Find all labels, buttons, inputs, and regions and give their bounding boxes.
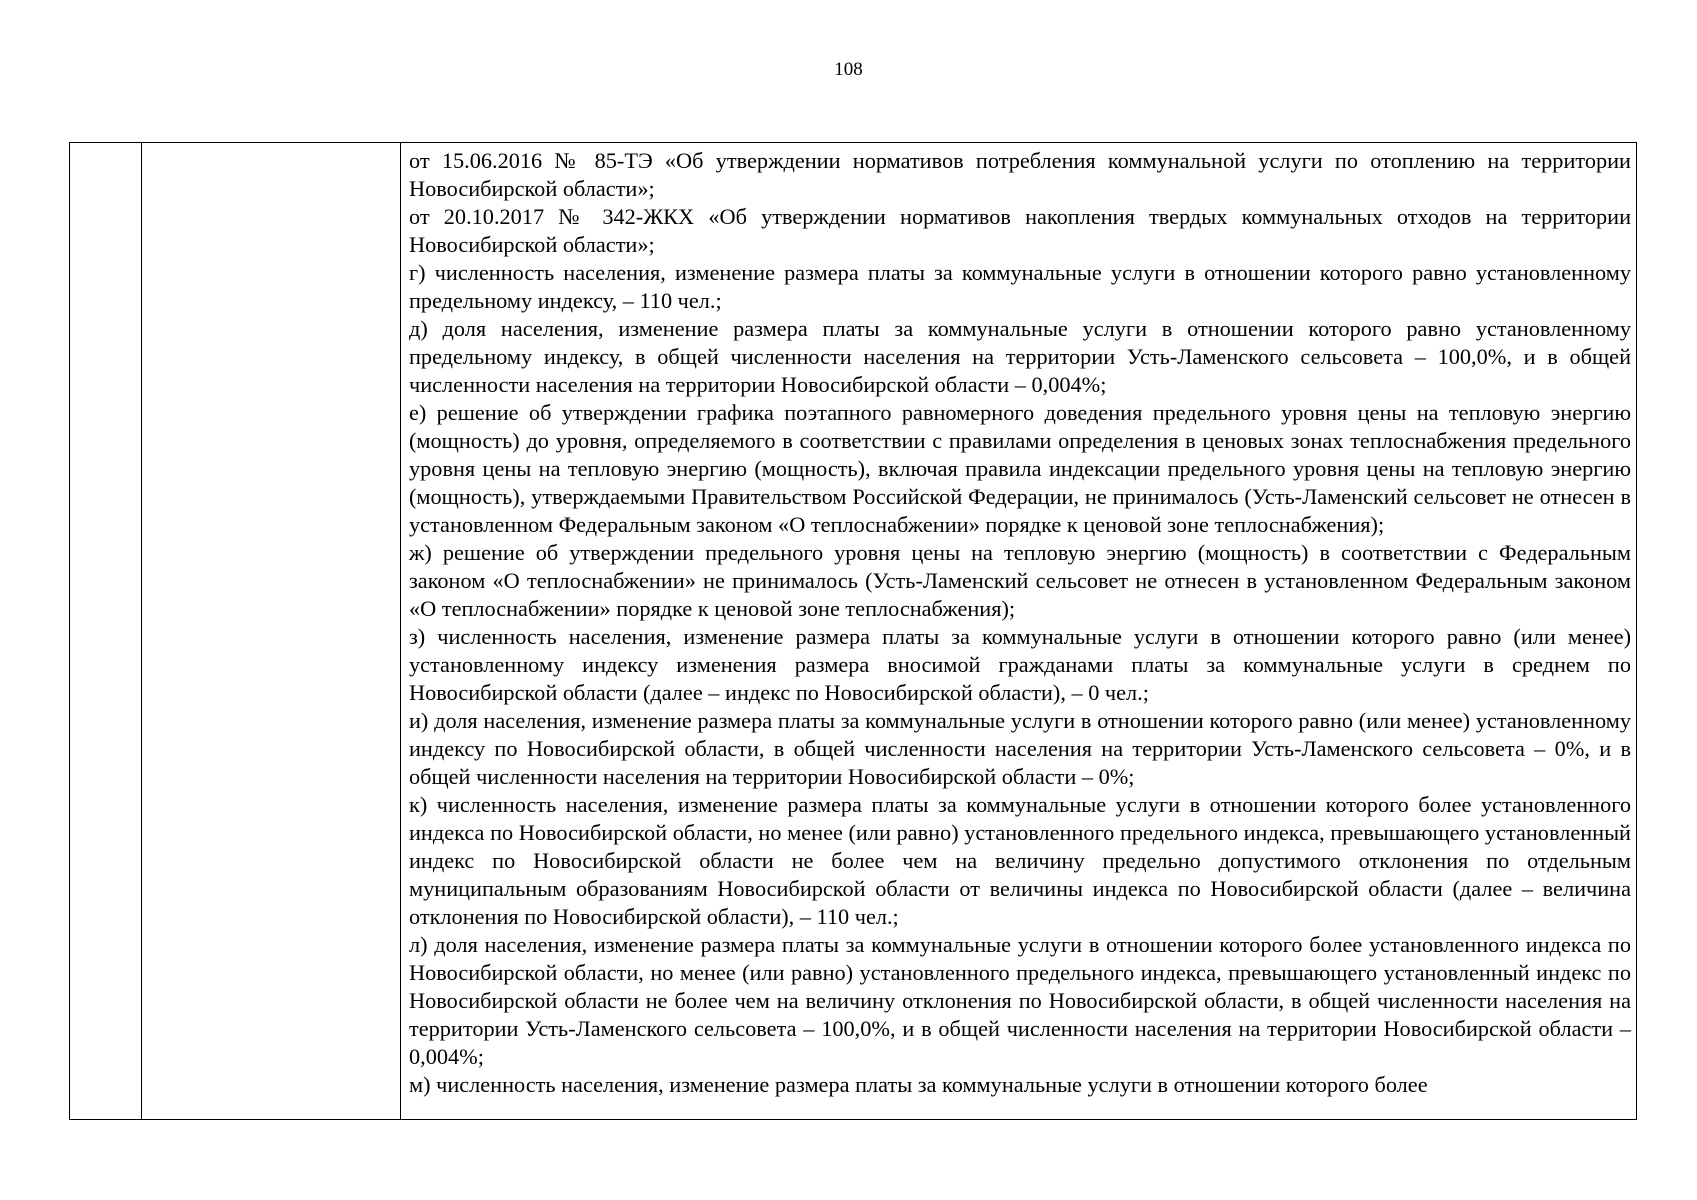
table-cell-text: [401, 143, 1637, 1120]
paragraph-m: м) численность населения, изменение размера платы за коммунальные услуги в отношении которого более: [409, 1072, 1428, 1097]
table-cell-name: [142, 143, 401, 1120]
paragraph-zh: ж) решение об утверждении предельного уровня цены на тепловую энергию (мощность) в соответствии с Федеральным законом «О теплоснабжении» не принималось (Усть-Ламенский сельсовет не отнесен в установленном Федеральным законом «О теплоснабжении» порядке к ценовой зоне теплоснабжения);: [409, 540, 1631, 621]
paragraph-e: е) решение об утверждении графика поэтапного равномерного доведения предельного уровня цены на тепловую энергию (мощность) до уровня, определяемого в соответствии с правилами определения в ценовых зонах теплоснабжения предельного уровня цены на тепловую энергию (мощность), включая правила индексации предельного уровня цены на тепловую энергию (мощность), утверждаемыми Правительством Российской Федерации, не принималось (Усть-Ламенский сельсовет не отнесен в установленном Федеральным законом «О теплоснабжении» порядке к ценовой зоне теплоснабжения);: [409, 400, 1631, 537]
paragraph-l: л) доля населения, изменение размера платы за коммунальные услуги в отношении которого более установленного индекса по Новосибирской области, но менее (или равно) установленного предельного индекса, превышающего установленный индекс по Новосибирской области не более чем на величину отклонения по Новосибирской области, в общей численности населения на территории Усть-Ламенского сельсовета – 100,0%, и в общей численности населения на территории Новосибирской области – 0,004%;: [409, 932, 1631, 1069]
page-number: 108: [834, 59, 863, 80]
paragraph-decree-85: от 15.06.2016 № 85-ТЭ «Об утверждении нормативов потребления коммунальной услуги по отоплению на территории Новосибирской области»;: [409, 148, 1631, 201]
table-row: [70, 143, 1637, 1120]
paragraph-k: к) численность населения, изменение размера платы за коммунальные услуги в отношении которого более установленного индекса по Новосибирской области, но менее (или равно) установленного предельного индекса, превышающего установленный индекс по Новосибирской области не более чем на величину предельно допустимого отклонения по отдельным муниципальным образованиям Новосибирской области от величины индекса по Новосибирской области (далее – величина отклонения по Новосибирской области), – 110 чел.;: [409, 792, 1631, 929]
paragraph-i: и) доля населения, изменение размера платы за коммунальные услуги в отношении которого равно (или менее) установленному индексу по Новосибирской области, в общей численности населения на территории Усть-Ламенского сельсовета – 0%, и в общей численности населения на территории Новосибирской области – 0%;: [409, 708, 1631, 789]
paragraph-d: д) доля населения, изменение размера платы за коммунальные услуги в отношении которого равно установленному предельному индексу, в общей численности населения на территории Усть-Ламенского сельсовета – 100,0%, и в общей численности населения на территории Новосибирской области – 0,004%;: [409, 316, 1631, 397]
document-table: [69, 142, 1637, 1120]
paragraph-z: з) численность населения, изменение размера платы за коммунальные услуги в отношении которого равно (или менее) установленному индексу изменения размера вносимой гражданами платы за коммунальные услуги в среднем по Новосибирской области (далее – индекс по Новосибирской области), – 0 чел.;: [409, 624, 1631, 705]
table-cell-number: [70, 143, 142, 1120]
paragraph-g: г) численность населения, изменение размера платы за коммунальные услуги в отношении которого равно установленному предельному индексу, – 110 чел.;: [409, 260, 1631, 313]
paragraph-decree-342: от 20.10.2017 № 342-ЖКХ «Об утверждении нормативов накопления твердых коммунальных отходов на территории Новосибирской области»;: [409, 204, 1631, 257]
